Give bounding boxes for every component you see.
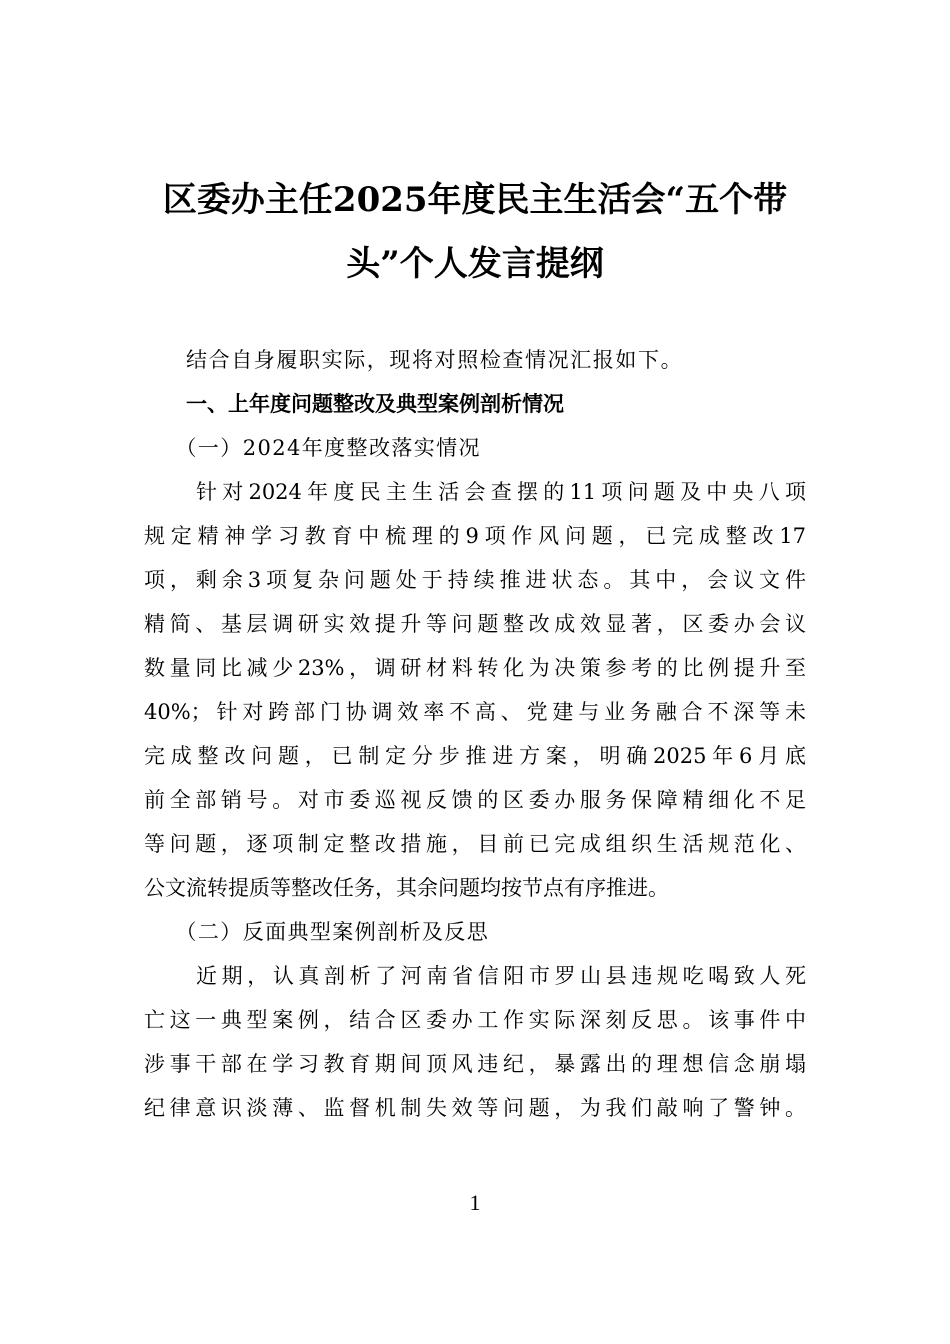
paragraph-case-analysis — [144, 954, 806, 1130]
text-line: 等问题，逐项制定整改措施，目前已完成组织生活规范化、 — [144, 832, 806, 856]
text-line: 纪律意识淡薄、监督机制失效等问题，为我们敲响了警钟。 — [144, 1096, 806, 1120]
text-line: 前全部销号。对市委巡视反馈的区委办服务保障精细化不足 — [144, 788, 806, 812]
intro-paragraph: 结合自身履职实际，现将对照检查情况汇报如下。 — [186, 348, 684, 372]
paragraph-rectification — [144, 470, 806, 910]
document-body — [144, 338, 806, 1130]
text-line: 完成整改问题，已制定分步推进方案，明确2025年6月底 — [144, 744, 806, 768]
document-title — [140, 168, 810, 296]
text-line: 项，剩余3项复杂问题处于持续推进状态。其中，会议文件 — [144, 568, 806, 592]
title-line-2: 头”个人发言提纲 — [346, 244, 604, 284]
text-line: 规定精神学习教育中梳理的9项作风问题，已完成整改17 — [144, 524, 806, 548]
subsection-heading-2: （二）反面典型案例剖析及反思 — [175, 920, 490, 944]
text-line: 公文流转提质等整改任务，其余问题均按节点有序推进。 — [144, 876, 669, 900]
text-line: 40%；针对跨部门协调效率不高、党建与业务融合不深等未 — [144, 700, 806, 724]
subsection-heading-1: （一）2024年度整改落实情况 — [175, 436, 481, 460]
text-line: 近期，认真剖析了河南省信阳市罗山县违规吃喝致人死 — [196, 964, 806, 988]
page-number: 1 — [469, 1190, 481, 1215]
section-heading-1: 一、上年度问题整改及典型案例剖析情况 — [186, 392, 564, 416]
text-line: 亡这一典型案例，结合区委办工作实际深刻反思。该事件中 — [144, 1008, 806, 1032]
text-line: 数量同比减少23%，调研材料转化为决策参考的比例提升至 — [144, 656, 806, 680]
title-line-1: 区委办主任2025年度民主生活会“五个带 — [162, 180, 788, 220]
text-line: 针对2024年度民主生活会查摆的11项问题及中央八项 — [196, 480, 806, 504]
text-line: 精简、基层调研实效提升等问题整改成效显著，区委办会议 — [144, 612, 806, 636]
text-line: 涉事干部在学习教育期间顶风违纪，暴露出的理想信念崩塌 — [144, 1052, 806, 1076]
